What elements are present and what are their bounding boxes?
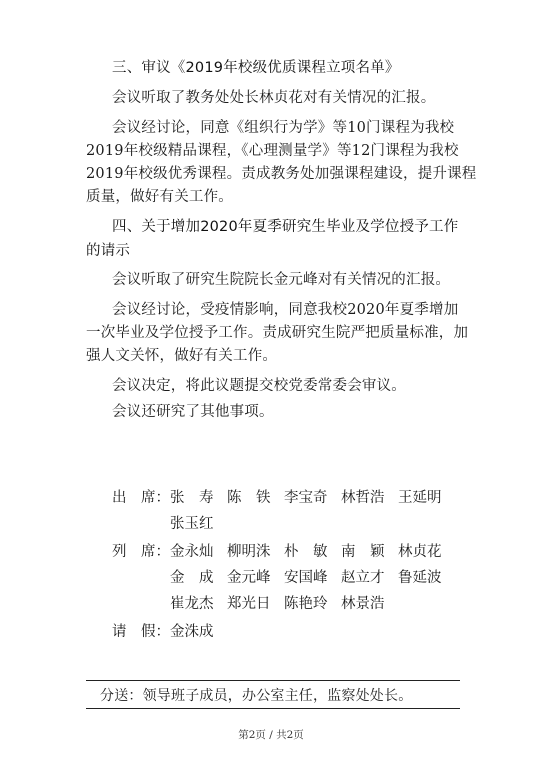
attending-name: 林贞花 <box>398 544 442 560</box>
attending-name: 安国峰 <box>284 570 328 586</box>
attending-name: 金 成 <box>170 570 214 586</box>
attending-name: 金元峰 <box>227 570 271 586</box>
attending-name: 崔龙杰 <box>170 596 214 612</box>
section-4-paragraph-4: 会议还研究了其他事项。 <box>112 404 274 420</box>
attending-label: 列 席： <box>112 544 170 560</box>
distribution-top-rule <box>86 680 460 681</box>
attending-name: 郑光日 <box>227 596 271 612</box>
present-name: 李宝奇 <box>284 490 328 506</box>
section-3-heading: 三、审议《2019年校级优质课程立项名单》 <box>112 60 400 76</box>
section-4-heading-line-2: 的请示 <box>86 243 131 259</box>
attending-name: 赵立才 <box>341 570 385 586</box>
section-3-paragraph-2-line-3: 2019年校级优秀课程。责成教务处加强课程建设，提升课程 <box>86 166 477 182</box>
leave-label: 请 假： <box>112 624 170 640</box>
present-name: 张玉红 <box>170 516 214 532</box>
present-name: 王延明 <box>398 490 442 506</box>
section-4-paragraph-3: 会议决定，将此议题提交校党委常委会审议。 <box>112 378 406 394</box>
page-number-footer: 第2页 / 共2页 <box>238 729 304 741</box>
section-4-paragraph-2-line-2: 一次毕业及学位授予工作。责成研究生院严把质量标准，加 <box>86 325 469 341</box>
present-name: 陈 铁 <box>227 490 271 506</box>
section-4-paragraph-2-line-1: 会议经讨论，受疫情影响，同意我校2020年夏季增加 <box>112 302 459 318</box>
section-3-paragraph-2-line-1: 会议经讨论，同意《组织行为学》等10门课程为我校 <box>112 120 455 136</box>
attending-name: 朴 敏 <box>284 544 328 560</box>
present-name: 张 寿 <box>170 490 214 506</box>
section-3-paragraph-2-line-2: 2019年校级精品课程，《心理测量学》等12门课程为我校 <box>86 143 459 159</box>
distribution-bottom-rule <box>86 708 460 709</box>
leave-name: 金洙成 <box>170 624 214 640</box>
section-3-paragraph-2-line-4: 质量，做好有关工作。 <box>86 189 233 205</box>
attending-name: 陈艳玲 <box>284 596 328 612</box>
present-label: 出 席： <box>112 490 170 506</box>
attending-name: 柳明洙 <box>227 544 271 560</box>
section-4-heading-line-1: 四、关于增加2020年夏季研究生毕业及学位授予工作 <box>112 219 459 235</box>
section-3-paragraph-1: 会议听取了教务处处长林贞花对有关情况的汇报。 <box>112 90 436 106</box>
attending-name: 鲁延波 <box>398 570 442 586</box>
section-4-paragraph-2-line-3: 强人文关怀，做好有关工作。 <box>86 348 278 364</box>
distribution-line: 分送：领导班子成员，办公室主任，监察处处长。 <box>100 688 413 704</box>
attending-name: 林景浩 <box>341 596 385 612</box>
attending-name: 南 颖 <box>341 544 385 560</box>
section-4-paragraph-1: 会议听取了研究生院院长金元峰对有关情况的汇报。 <box>112 272 451 288</box>
present-name: 林哲浩 <box>341 490 385 506</box>
attending-name: 金永灿 <box>170 544 214 560</box>
